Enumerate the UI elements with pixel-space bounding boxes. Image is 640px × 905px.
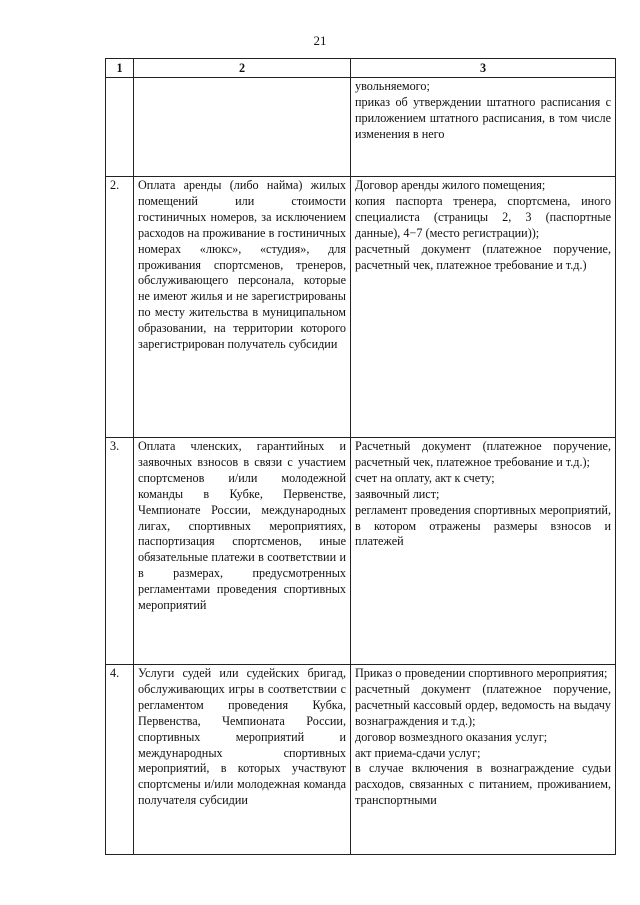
document-item: договор возмездного оказания услуг; (355, 729, 548, 744)
documents-table (105, 58, 616, 855)
required-documents (351, 665, 616, 855)
table-row (106, 438, 616, 665)
expense-description: Услуги судей или судейских бригад, обслуживающих игры в соответствии с регламентом проведения Кубка, Первенства, Чемпионата России, спортивных мероприятий и международных спортивных мероприятий, в которых участвуют спортсмены и/или молодежная команда получателя субсидии (134, 665, 351, 855)
document-item: Договор аренды жилого помещения; (355, 178, 546, 192)
expense-description: Оплата аренды (либо найма) жилых помещений или стоимости гостиничных номеров, за исключением расходов на проживание в гостиничных номерах «люкс», «студия», для проживания спортсменов, тренеров, обслуживающего персонала, которые не имеют жилья и не зарегистрированы по месту жительства в муниципальном образовании, на территории которого зарегистрирован получатель субсидии (134, 177, 351, 438)
required-documents (351, 78, 616, 177)
document-item: копия паспорта тренера, спортсмена, иного специалиста (страницы 2, 3 (паспортные данные), 4−7 (место регистрации)); (355, 193, 611, 240)
column-header-number: 1 (106, 59, 134, 78)
column-header-expense: 2 (134, 59, 351, 78)
row-number: 4. (106, 665, 134, 855)
required-documents (351, 438, 616, 665)
document-item: приказ об утверждении штатного расписания с приложением штатного расписания, в том числе изменения в него (355, 94, 611, 141)
table-header-row (106, 59, 616, 78)
column-header-documents: 3 (351, 59, 616, 78)
table-row (106, 665, 616, 855)
page-number: 21 (313, 33, 327, 48)
row-number: 2. (106, 177, 134, 438)
required-documents (351, 177, 616, 438)
document-item: счет на оплату, акт к счету; (355, 470, 495, 485)
expense-description: Оплата членских, гарантийных и заявочных взносов в связи с участием спортсменов и/или молодежной команды в Кубке, Первенстве, Чемпионате России, международных лигах, спортивных мероприятиях, паспортизация спортсменов, иные обязательные платежи в соответствии и в размерах, предусмотренных регламентами проведения спортивных мероприятий (134, 438, 351, 665)
table-row (106, 177, 616, 438)
document-item: расчетный документ (платежное поручение, расчетный кассовый ордер, ведомость на выдачу вознаграждения и т.д.); (355, 681, 611, 728)
document-item: регламент проведения спортивных мероприятий, в котором отражены размеры взносов и платежей (355, 502, 611, 549)
document-item: Приказ о проведении спортивного мероприятия; (355, 666, 608, 680)
document-item: увольняемого; (355, 79, 430, 93)
expense-description (134, 78, 351, 177)
document-item: акт приема-сдачи услуг; (355, 745, 481, 760)
document-item: Расчетный документ (платежное поручение, расчетный чек, платежное требование и т.д.); (355, 439, 611, 469)
row-number (106, 78, 134, 177)
row-number: 3. (106, 438, 134, 665)
table-row (106, 78, 616, 177)
document-item: заявочный лист; (355, 486, 440, 501)
document-item: в случае включения в вознаграждение судьи расходов, связанных с питанием, проживанием, транспортными (355, 761, 611, 808)
document-item: расчетный документ (платежное поручение, расчетный чек, платежное требование и т.д.) (355, 241, 611, 272)
